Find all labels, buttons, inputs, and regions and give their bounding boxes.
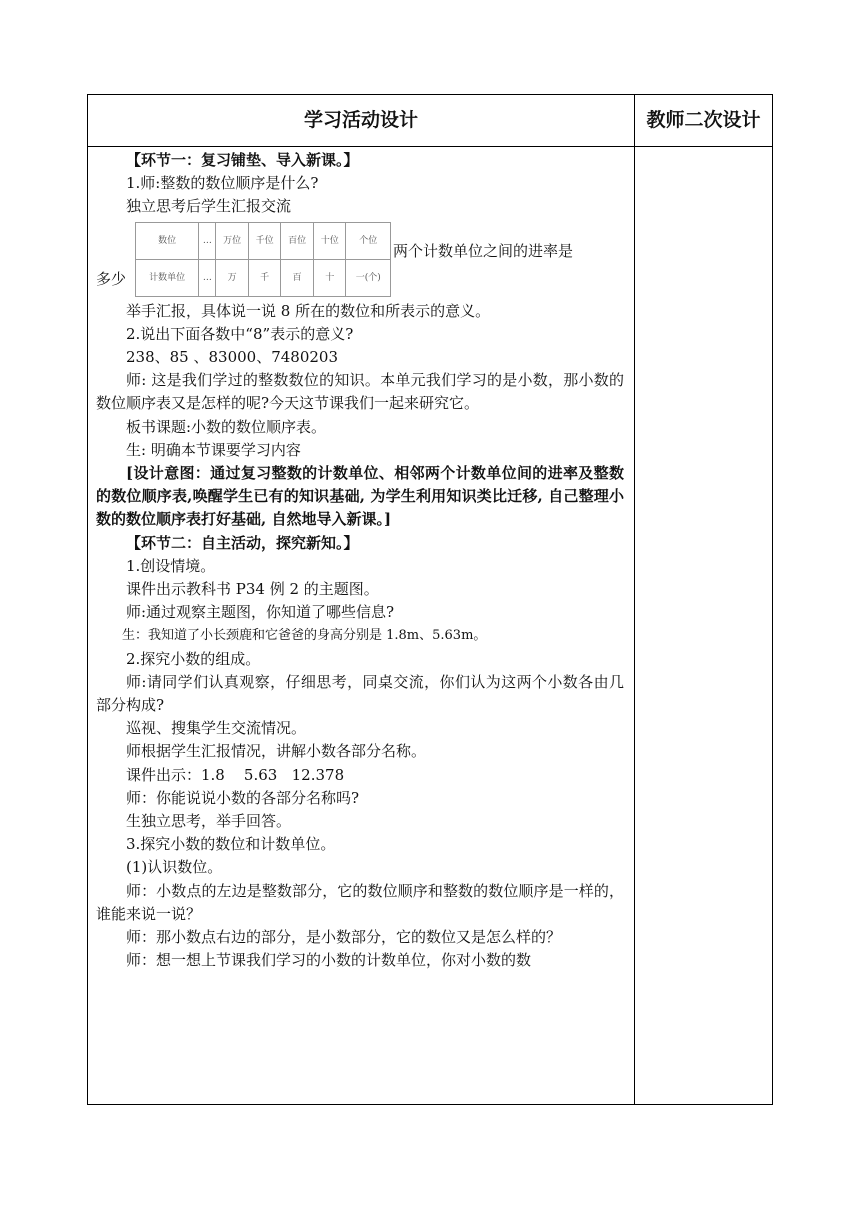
text-line: 2.探究小数的组成。	[126, 649, 261, 668]
section-one-title: 【环节一：复习铺垫、导入新课。】	[126, 151, 359, 169]
text-line: 师:通过观察主题图，你知道了哪些信息?	[126, 603, 395, 622]
place-value-table	[135, 222, 391, 297]
lesson-table	[87, 94, 773, 1105]
text-paragraph: 师：那小数点右边的部分，是小数部分，它的数位又是怎么样的？	[126, 928, 562, 947]
text-line: 生独立思考，举手回答。	[126, 812, 292, 831]
column-divider	[634, 95, 635, 1104]
text-line: 独立思考后学生汇报交流	[126, 197, 292, 216]
text-line: 生: 明确本节课要学习内容	[126, 440, 301, 459]
figure-left-text: 多少	[96, 269, 127, 288]
table-cell: 百位	[281, 222, 314, 259]
header-learning-activity: 学习活动设计	[303, 109, 418, 131]
design-intent: [设计意图：通过复习整数的计数单位、相邻两个计数单位间的进率及整数的数位顺序表,唤醒学生已有的知识基础, 为学生利用知识类比迁移, 自己整理小数的数位顺序表打好基础, 自然地导入新课。]	[96, 464, 624, 529]
text-line: 巡视、搜集学生交流情况。	[126, 719, 307, 738]
table-cell: 个位	[346, 222, 391, 259]
table-cell: 千	[248, 259, 281, 296]
table-cell: 万	[216, 259, 249, 296]
table-cell: 百	[281, 259, 314, 296]
text-line: 1.创设情境。	[126, 556, 216, 575]
table-cell: 万位	[216, 222, 249, 259]
table-cell: 十	[313, 259, 346, 296]
row-label-digit-place: 数位	[136, 222, 199, 259]
text-line: 238、85 、83000、7480203	[126, 348, 339, 367]
text-line: 师：想一想上节课我们学习的小数的计数单位，你对小数的数	[126, 951, 532, 970]
text-line: 1.师:整数的数位顺序是什么?	[126, 174, 319, 193]
text-line: 课件出示教科书 P34 例 2 的主题图。	[126, 580, 379, 599]
table-cell: 十位	[313, 222, 346, 259]
text-line: 师：你能说说小数的各部分名称吗?	[126, 788, 360, 807]
text-line: 3.探究小数的数位和计数单位。	[126, 835, 336, 854]
table-cell: 一(个)	[346, 259, 391, 296]
table-cell: 千位	[248, 222, 281, 259]
text-line: 课件出示：1.8 5.63 12.378	[126, 765, 345, 784]
header-divider	[88, 146, 772, 147]
text-paragraph: 师：小数点的左边是整数部分，它的数位顺序和整数的数位顺序是一样的，谁能来说一说？	[96, 881, 624, 923]
text-line: 2.说出下面各数中“8”表示的意义?	[126, 324, 354, 343]
text-line: 板书课题:小数的数位顺序表。	[126, 417, 327, 436]
text-line: 举手汇报，具体说一说 8 所在的数位和所表示的意义。	[126, 301, 491, 320]
text-paragraph: 师: 这是我们学过的整数数位的知识。本单元我们学习的是小数，那小数的数位顺序表又是怎样的呢?今天这节课我们一起来研究它。	[96, 371, 624, 413]
table-cell: …	[199, 222, 216, 259]
header-teacher-redesign: 教师二次设计	[646, 109, 761, 131]
row-label-counting-unit: 计数单位	[136, 259, 199, 296]
table-cell: …	[199, 259, 216, 296]
text-line: (1)认识数位。	[126, 858, 223, 877]
activity-content	[96, 149, 624, 973]
section-two-title: 【环节二：自主活动，探究新知。】	[126, 533, 359, 552]
text-line: 师根据学生汇报情况，讲解小数各部分名称。	[126, 742, 427, 761]
place-value-figure	[96, 222, 624, 294]
text-line: 生：我知道了小长颈鹿和它爸爸的身高分别是 1.8m、5.63m。	[122, 628, 487, 644]
figure-right-text: 两个计数单位之间的进率是	[393, 241, 574, 260]
text-paragraph: 师:请同学们认真观察，仔细思考，同桌交流，你们认为这两个小数各由几部分构成?	[96, 672, 624, 715]
